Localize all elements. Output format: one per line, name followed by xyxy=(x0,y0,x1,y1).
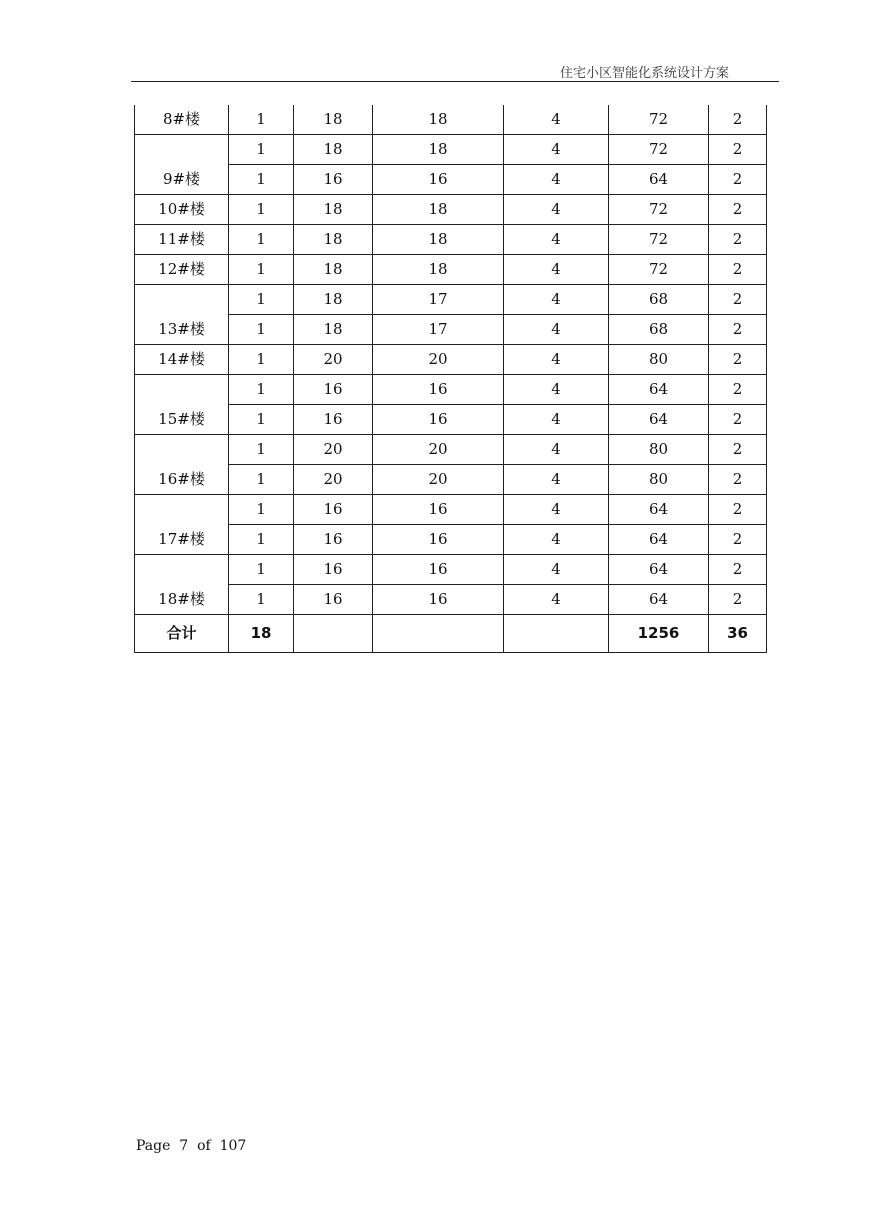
table-cell: 1 xyxy=(229,315,294,345)
table-cell: 2 xyxy=(709,195,767,225)
table-cell: 16 xyxy=(373,525,504,555)
header-divider xyxy=(131,81,779,82)
table-cell: 64 xyxy=(609,375,709,405)
table-cell: 18 xyxy=(294,195,373,225)
table-cell: 4 xyxy=(504,435,609,465)
table-cell: 4 xyxy=(504,525,609,555)
table-cell: 20 xyxy=(294,435,373,465)
table-cell: 72 xyxy=(609,225,709,255)
total-cell: 36 xyxy=(709,615,767,653)
building-name-cell: 14#楼 xyxy=(135,345,229,375)
table-cell: 2 xyxy=(709,135,767,165)
table-row xyxy=(135,495,767,525)
table-cell: 17 xyxy=(373,285,504,315)
table-cell: 16 xyxy=(294,555,373,585)
table-cell: 16 xyxy=(294,525,373,555)
table-row xyxy=(135,195,767,225)
table-cell: 2 xyxy=(709,525,767,555)
table-cell: 1 xyxy=(229,555,294,585)
table-cell: 1 xyxy=(229,195,294,225)
table-cell: 64 xyxy=(609,585,709,615)
table-row xyxy=(135,315,767,345)
table-cell: 2 xyxy=(709,495,767,525)
table-cell: 16 xyxy=(294,495,373,525)
total-cell: 1256 xyxy=(609,615,709,653)
table-cell: 1 xyxy=(229,255,294,285)
building-name-cell: 15#楼 xyxy=(135,375,229,435)
total-label: 合计 xyxy=(135,615,229,653)
table-cell: 16 xyxy=(294,585,373,615)
table-cell: 20 xyxy=(373,435,504,465)
table-cell: 18 xyxy=(294,285,373,315)
table-cell: 64 xyxy=(609,495,709,525)
table-cell: 72 xyxy=(609,195,709,225)
table-row xyxy=(135,525,767,555)
table-cell: 18 xyxy=(373,105,504,135)
table-cell: 16 xyxy=(373,495,504,525)
table-cell: 4 xyxy=(504,405,609,435)
table-cell: 4 xyxy=(504,555,609,585)
table-row xyxy=(135,375,767,405)
table-cell: 1 xyxy=(229,585,294,615)
table-cell: 4 xyxy=(504,585,609,615)
table-cell: 2 xyxy=(709,315,767,345)
table-cell: 1 xyxy=(229,495,294,525)
table-cell: 1 xyxy=(229,435,294,465)
table-cell: 4 xyxy=(504,165,609,195)
table-cell: 2 xyxy=(709,285,767,315)
table-cell: 17 xyxy=(373,315,504,345)
table-cell: 2 xyxy=(709,375,767,405)
table-cell: 64 xyxy=(609,525,709,555)
building-name-cell: 13#楼 xyxy=(135,285,229,345)
building-name-cell: 9#楼 xyxy=(135,135,229,195)
table-cell: 18 xyxy=(294,255,373,285)
table-cell: 2 xyxy=(709,585,767,615)
table-cell: 68 xyxy=(609,315,709,345)
table-cell: 1 xyxy=(229,225,294,255)
table-cell: 2 xyxy=(709,105,767,135)
table-row xyxy=(135,135,767,165)
table-cell: 68 xyxy=(609,285,709,315)
table-cell: 20 xyxy=(294,465,373,495)
table-row xyxy=(135,255,767,285)
table-cell: 1 xyxy=(229,375,294,405)
building-name-cell: 11#楼 xyxy=(135,225,229,255)
total-cell xyxy=(504,615,609,653)
table-cell: 72 xyxy=(609,255,709,285)
table-cell: 20 xyxy=(373,345,504,375)
table-cell: 2 xyxy=(709,255,767,285)
table-cell: 16 xyxy=(373,405,504,435)
table-cell: 72 xyxy=(609,135,709,165)
table-cell: 4 xyxy=(504,375,609,405)
table-cell: 1 xyxy=(229,105,294,135)
table-cell: 80 xyxy=(609,345,709,375)
building-name-cell: 12#楼 xyxy=(135,255,229,285)
table-cell: 80 xyxy=(609,465,709,495)
table-cell: 2 xyxy=(709,345,767,375)
table-row xyxy=(135,555,767,585)
building-name-cell: 8#楼 xyxy=(135,105,229,135)
table-cell: 4 xyxy=(504,285,609,315)
page-header-title: 住宅小区智能化系统设计方案 xyxy=(560,66,730,81)
table-row xyxy=(135,465,767,495)
table-cell: 1 xyxy=(229,525,294,555)
table-cell: 16 xyxy=(373,555,504,585)
table-row xyxy=(135,405,767,435)
table-cell: 4 xyxy=(504,135,609,165)
table-cell: 1 xyxy=(229,135,294,165)
table-cell: 18 xyxy=(294,135,373,165)
table-cell: 18 xyxy=(373,225,504,255)
table-cell: 16 xyxy=(373,585,504,615)
building-name-cell: 10#楼 xyxy=(135,195,229,225)
table-row xyxy=(135,435,767,465)
table-cell: 72 xyxy=(609,105,709,135)
table-row xyxy=(135,165,767,195)
table-cell: 20 xyxy=(373,465,504,495)
total-cell xyxy=(373,615,504,653)
table-cell: 4 xyxy=(504,495,609,525)
table-cell: 1 xyxy=(229,165,294,195)
table-cell: 1 xyxy=(229,345,294,375)
table-cell: 4 xyxy=(504,225,609,255)
table-cell: 4 xyxy=(504,255,609,285)
total-cell: 18 xyxy=(229,615,294,653)
table-cell: 1 xyxy=(229,465,294,495)
table-row xyxy=(135,345,767,375)
table-cell: 80 xyxy=(609,435,709,465)
table-cell: 2 xyxy=(709,165,767,195)
table-cell: 18 xyxy=(294,225,373,255)
table-row xyxy=(135,585,767,615)
table-cell: 64 xyxy=(609,555,709,585)
table-row xyxy=(135,105,767,135)
table-cell: 18 xyxy=(373,195,504,225)
table-body xyxy=(135,105,767,653)
table-cell: 2 xyxy=(709,225,767,255)
table-cell: 16 xyxy=(294,405,373,435)
table-row xyxy=(135,285,767,315)
table-cell: 2 xyxy=(709,555,767,585)
total-row xyxy=(135,615,767,653)
table-cell: 64 xyxy=(609,405,709,435)
table-cell: 2 xyxy=(709,405,767,435)
table-cell: 16 xyxy=(373,375,504,405)
total-cell xyxy=(294,615,373,653)
table-cell: 18 xyxy=(373,255,504,285)
table-cell: 1 xyxy=(229,285,294,315)
table-cell: 1 xyxy=(229,405,294,435)
table-cell: 4 xyxy=(504,465,609,495)
building-name-cell: 16#楼 xyxy=(135,435,229,495)
table-cell: 64 xyxy=(609,165,709,195)
table-row xyxy=(135,225,767,255)
table-cell: 20 xyxy=(294,345,373,375)
table-cell: 4 xyxy=(504,345,609,375)
table-cell: 16 xyxy=(294,375,373,405)
table-cell: 18 xyxy=(294,315,373,345)
table-cell: 4 xyxy=(504,195,609,225)
table-cell: 16 xyxy=(373,165,504,195)
table-cell: 4 xyxy=(504,105,609,135)
table-cell: 2 xyxy=(709,435,767,465)
building-name-cell: 17#楼 xyxy=(135,495,229,555)
table-cell: 4 xyxy=(504,315,609,345)
table-cell: 2 xyxy=(709,465,767,495)
building-data-table xyxy=(134,105,767,653)
building-name-cell: 18#楼 xyxy=(135,555,229,615)
page-number-footer: Page 7 of 107 xyxy=(136,1138,247,1154)
table-cell: 18 xyxy=(373,135,504,165)
table-cell: 18 xyxy=(294,105,373,135)
table-cell: 16 xyxy=(294,165,373,195)
